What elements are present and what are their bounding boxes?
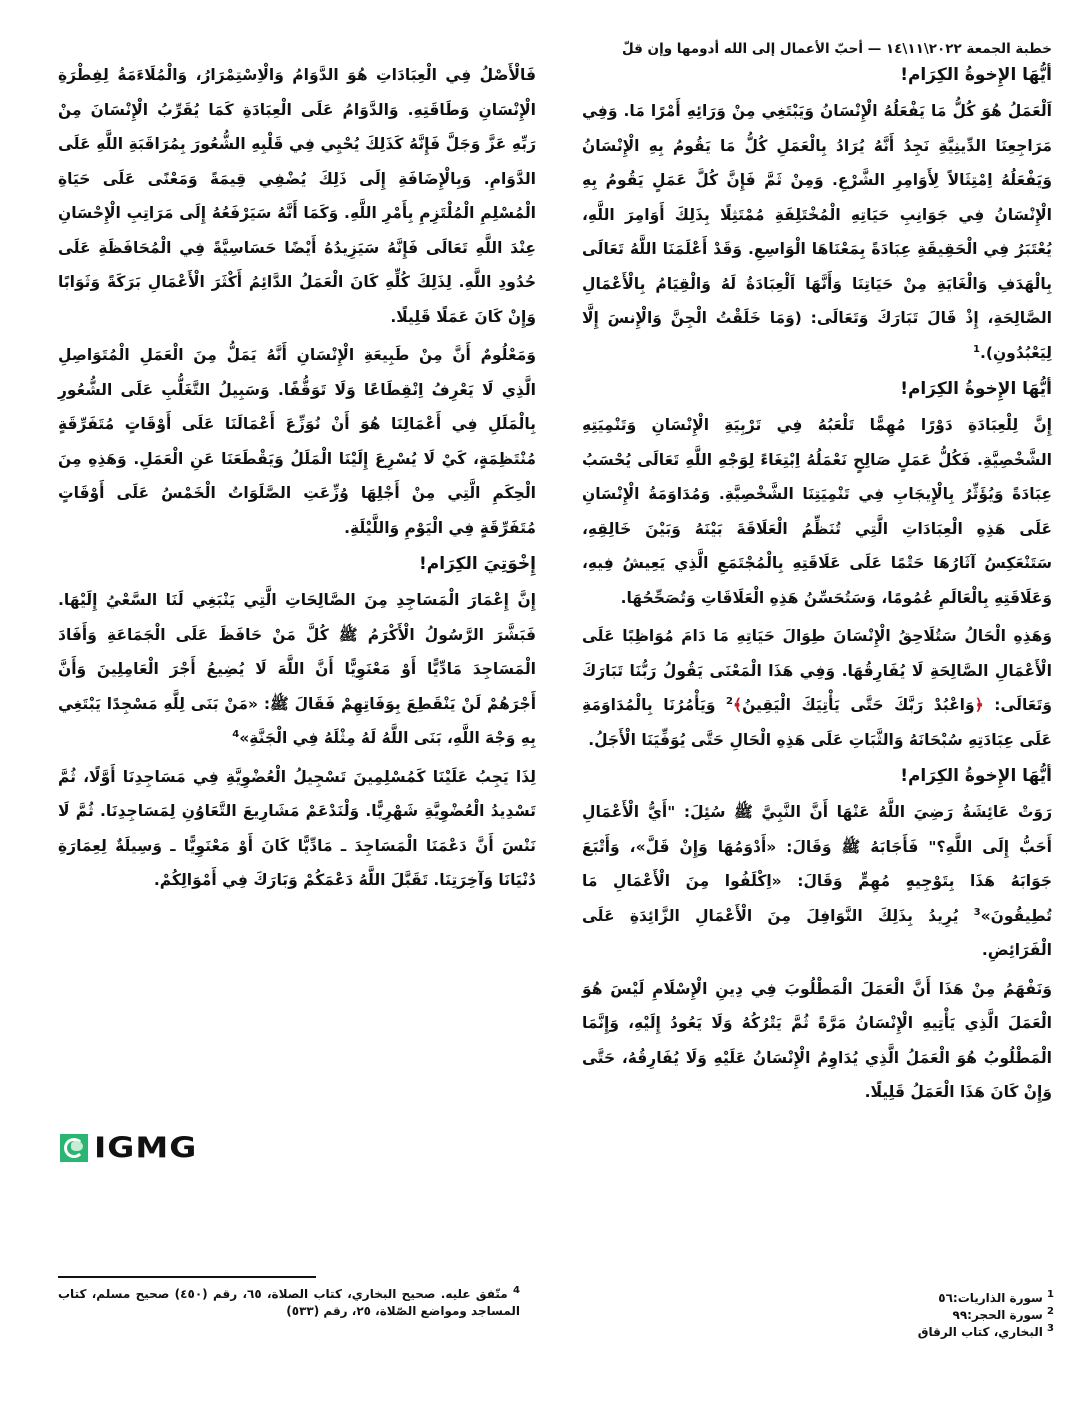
paragraph-text: إِنَّ إِعْمَارَ الْمَسَاجِدِ مِنَ الصَّالِحَاتِ الَّتِي يَنْبَغِي لَنَا السَّعْيُ إِلَيْهَا. فَبَشَّرَ الرَّسُولُ الْأَكْرَمُ ﷺ كُلَّ مَنْ حَافَظَ عَلَى الْجَمَاعَةِ وَأَفَادَ الْمَسَاجِدَ مَادِّيًّا أَوْ مَعْنَوِيًّا أَنَّ اللَّهَ لَا يُضِيعُ أَجْرَ الْعَامِلِينَ وَأَنَّ أَجْرَهُمْ لَنْ يَنْقَطِعَ بِوَفَاتِهِمْ فَقَالَ ﷺ: bbox=[58, 591, 537, 713]
document-header-title: خطبة الجمعة ٢٠٢٢\١١\١٤ — أحبّ الأعمال إلى الله أدومها وإن قلّ bbox=[621, 41, 1052, 57]
paragraph bbox=[582, 94, 1052, 370]
footnote-number: 1 bbox=[1047, 1289, 1054, 1300]
paragraph bbox=[582, 619, 1052, 757]
footnote-text: سورة الحجر:٩٩ bbox=[952, 1308, 1043, 1322]
paragraph: لِذَا يَجِبُ عَلَيْنَا كَمُسْلِمِينَ تَسْجِيلُ الْعُضْوِيَّةِ فِي مَسَاجِدِنَا أَوَّلًا، ثُمَّ تَسْدِيدُ الْعُضْوِيَّةِ شَهْرِيًّا. وَلْنَدْعَمْ مَشَارِيعَ التَّعَاوُنِ لِمَسَاجِدِنَا. ثُمَّ لَا نَنْسَ أَنَّ دَعْمَنَا الْمَسَاجِدَ ـ مَادِّيًّا كَانَ أَوْ مَعْنَوِيًّا ـ وَسِيلَةٌ لِعِمَارَةِ دُنْيَانَا وَآخِرَتِنَا. تَقَبَّلَ اللَّهُ دَعْمَكُمْ وَبَارَكَ فِي أَمْوَالِكُمْ. bbox=[58, 767, 536, 889]
footnote-text: البخاري، كتاب الرقاق bbox=[917, 1325, 1043, 1339]
footnote-number: 2 bbox=[1047, 1306, 1054, 1317]
paragraph-text: رَوَتْ عَائِشَةُ رَضِيَ اللَّهُ عَنْهَا أَنَّ النَّبِيَّ ﷺ سُئِلَ: "أَيُّ الْأَعْمَالِ أَحَبُّ إِلَى اللَّهِ؟" فَأَجَابَهُ ﷺ وَقَالَ: bbox=[582, 803, 1052, 856]
footnote-item bbox=[58, 1286, 520, 1320]
paragraph: وَنَفْهَمُ مِنْ هَذَا أَنَّ الْعَمَلَ الْمَطْلُوبَ فِي دِينِ الْإِسْلَامِ لَيْسَ هُوَ الْعَمَلَ الَّذِي يَأْتِيهِ الْإِنْسَانُ مَرَّةً ثُمَّ يَتْرُكُهُ وَلَا يَعُودُ إِلَيْهِ، وَإِنَّمَا الْمَطْلُوبُ هُوَ الْعَمَلُ الَّذِي يُدَاوِمُ الْإِنْسَانُ عَلَيْهِ وَلَا يُفَارِقُهُ، حَتَّى وَإِنْ كَانَ هَذَا الْعَمَلُ قَلِيلًا. bbox=[582, 979, 1052, 1101]
paragraph-text: وَيَأْمُرُنَا بِالْمُدَاوَمَةِ عَلَى عِبَادَتِهِ سُبْحَانَهُ وَالثَّبَاتِ عَلَى هَذِهِ الْحَالِ حَتَّى يُوَفِّيَنَا الْأَجَلُ. bbox=[582, 696, 1052, 749]
paragraph-text: ، وَأَتْبَعَ جَوَابَهُ هَذَا بِتَوْجِيهٍ مُهِمٍّ وَقَالَ: bbox=[582, 837, 1053, 890]
footnotes-left bbox=[58, 1286, 520, 1320]
paragraph: إِنَّ لِلْعِبَادَةِ دَوْرًا مُهِمًّا تَلْعَبُهُ فِي تَرْبِيَةِ الْإِنْسَانِ وَتَنْمِيَتِهِ الشَّخْصِيَّةِ. فَكُلُّ عَمَلٍ صَالِحٍ نَعْمَلُهُ اِبْتِغَاءً لِوَجْهِ اللَّهِ تَعَالَى يُحْسَبُ عِبَادَةً وَيُؤَثِّرُ بِالْإِيجَابِ فِي تَنْمِيَتِنَا الشَّخْصِيَّةِ. وَمُدَاوَمَةُ الْإِنْسَانِ عَلَى هَذِهِ الْعِبَادَاتِ الَّتِي تُنَظِّمُ الْعَلَاقَةَ بَيْنَهُ وَبَيْنَ خَالِقِهِ، سَتَنْعَكِسُ آثَارُهَا حَتْمًا عَلَى عَلَاقَتِهِ بِالْمُجْتَمَعِ الَّذِي يَعِيشُ فِيهِ، وَعَلَاقَتِهِ بِالْعَالَمِ عُمُومًا، وَسَتُحَسِّنُ هَذِهِ الْعَلَاقَاتِ وَتُصَحِّحُهَا. bbox=[582, 416, 1052, 607]
igmg-logo bbox=[60, 1128, 197, 1167]
footnote-number: 4 bbox=[513, 1285, 520, 1296]
paragraph-text: اَلْعَمَلُ هُوَ كُلُّ مَا يَفْعَلُهُ الْإِنْسَانُ وَيَبْتَغِي مِنْ وَرَائِهِ أَمْرًا مَا. وَفِي مَرَاجِعِنَا الدِّينِيَّةِ نَجِدُ أَنَّهُ يُرَادُ بِالْعَمَلِ كُلُّ مَا يَقُومُ بِهِ الْإِنْسَانُ وَيَفْعَلُهُ اِمْتِثَالاً لِأَوَامِرِ الشَّرْعِ. وَمِنْ ثَمَّ فَإِنَّ كُلَّ عَمَلٍ يَقُومُ بِهِ الْإِنْسَانُ فِي جَوَانِبِ حَيَاتِهِ الْمُخْتَلِفَةِ مُمْتَثِلًا بِذَلِكَ أَوَامِرَ اللَّهِ، يُعْتَبَرُ فِي الْحَقِيقَةِ عِبَادَةً بِمَعْنَاهَا الْوَاسِعِ. وَقَدْ أَعْلَمَنَا اللَّهُ تَعَالَى بِالْهَدَفِ وَالْغَايَةِ مِنْ حَيَاتِنَا وَأَنَّهَا اَلْعِبَادَةُ لَهُ وَالْقِيَامُ بِالْأَعْمَالِ الصَّالِحَةِ، إِذْ قَالَ تَبَارَكَ وَتَعَالَى: bbox=[582, 102, 1052, 327]
section-heading: أيُّهَا الإِخوةُ الكِرَام! bbox=[900, 766, 1052, 786]
paragraph bbox=[58, 583, 536, 756]
section-heading: إِخْوَتِيَ الكِرَام! bbox=[419, 554, 536, 574]
footnote-text: سورة الذاريات:٥٦ bbox=[938, 1291, 1043, 1305]
footnote-item bbox=[804, 1290, 1054, 1307]
hadith-quote: «مَنْ بَنَى لِلَّهِ مَسْجِدًا يَبْتَغِي بِهِ وَجْهَ اللَّهِ، بَنَى اللَّهُ لَهُ مِثْلَهُ فِي الْجَنَّةِ» bbox=[58, 694, 536, 747]
paragraph: فَالْأَصْلُ فِي الْعِبَادَاتِ هُوَ الدَّوَامُ وَالْاِسْتِمْرَارُ، وَالْمُلَاءَمَةُ لِفِطْرَةِ الْإِنْسَانِ وَطَاقَتِهِ. وَالدَّوَامُ عَلَى الْعِبَادَةِ كَمَا يُقَرِّبُ الْإِنْسَانَ مِنْ رَبِّهِ عَزَّ وَجَلَّ فَإِنَّهُ كَذَلِكَ يُحْيِي فِي قَلْبِهِ الشُّعُورَ بِمُرَاقَبَةِ اللَّهِ عَلَى الدَّوَامِ. وَبِالْإِضَافَةِ إِلَى ذَلِكَ يُضْفِي قِيمَةً وَمَعْنًى عَلَى حَيَاةِ الْمُسْلِمِ الْمُلْتَزِمِ بِأَمْرِ اللَّهِ. وَكَمَا أَنَّهُ سَيَرْفَعُهُ إِلَى مَرَاتِبِ الْإِحْسَانِ عِنْدَ اللَّهِ تَعَالَى فَإِنَّهُ سَيَزِيدُهُ أَيْضًا حَسَاسِيَّةً فِي الْمُحَافَظَةِ عَلَى حُدُودِ اللَّهِ. لِذَلِكَ كُلِّهِ كَانَ الْعَمَلُ الدَّائِمُ أَكْثَرَ الْأَعْمَالِ بَرَكَةً وَثَوَابًا وَإِنْ كَانَ عَمَلًا قَلِيلًا. bbox=[58, 66, 536, 326]
section-heading: أيُّهَا الإِخوةُ الكِرَام! bbox=[900, 65, 1052, 85]
crescent-europe-icon bbox=[60, 1134, 88, 1162]
logo-text: IGMG bbox=[94, 1130, 198, 1165]
footnote-text: متّفق عليه. صحيح البخاري، كتاب الصلاة، ٦٥، رقم (٤٥٠) صحيح مسلم، كتاب المساجد ومواضع الصّلاة، ٢٥، رقم (٥٣٣) bbox=[58, 1287, 520, 1318]
paragraph-text: وَهَذِهِ الْحَالُ سَتُلَاحِقُ الْإِنْسَانَ طِوَالَ حَيَاتِهِ مَا دَامَ مُوَاظِبًا عَلَى الْأَعْمَالِ الصَّالِحَةِ لَا يُفَارِقُهَا. وَفِي هَذَا الْمَعْنَى يَقُولُ رَبُّنَا تَبَارَكَ وَتَعَالَى: bbox=[582, 627, 1053, 714]
quran-quote: (وَمَا خَلَقْتُ الْجِنَّ وَالْإِنسَ إِلَّا لِيَعْبُدُونِ). bbox=[582, 309, 1052, 362]
footnote-ref[interactable]: 2 bbox=[726, 695, 733, 707]
footnote-ref[interactable]: 4 bbox=[232, 728, 240, 740]
quote-open-bracket: ﴿ bbox=[974, 696, 984, 714]
left-column bbox=[58, 58, 536, 902]
hadith-quote: «اِكْلَفُوا مِنَ الْأَعْمَالِ مَا تُطِيقُونَ» bbox=[582, 872, 1052, 925]
footnote-number: 3 bbox=[1047, 1323, 1054, 1334]
footnote-item bbox=[804, 1307, 1054, 1324]
hadith-quote: «أَدْوَمُهَا وَإِنْ قَلَّ» bbox=[635, 837, 777, 856]
paragraph-text: يُرِيدُ بِذَلِكَ النَّوَافِلَ مِنَ الْأَعْمَالِ الزَّائِدَةِ عَلَى الْفَرَائِضِ. bbox=[582, 906, 1052, 959]
right-column bbox=[582, 40, 1052, 1114]
section-heading: أيُّهَا الإِخوةُ الكِرَام! bbox=[900, 379, 1052, 399]
quran-quote: وَاعْبُدْ رَبَّكَ حَتَّى يَأْتِيَكَ الْيَقِينُ bbox=[742, 696, 975, 714]
footnote-ref[interactable]: 3 bbox=[973, 906, 981, 918]
paragraph: وَمَعْلُومٌ أَنَّ مِنْ طَبِيعَةِ الْإِنْسَانِ أَنَّهُ يَمَلُّ مِنَ الْعَمَلِ الْمُتَوَاصِلِ الَّذِي لَا يَعْرِفُ اِنْقِطَاعًا وَلَا تَوَقُّفًا. وَسَبِيلُ التَّغَلُّبِ عَلَى الشُّعُورِ بِالْمَلَلِ فِي أَعْمَالِنَا هُوَ أَنْ نُوَزِّعَ أَعْمَالَنَا عَلَى أَوْقَاتٍ مُتَفَرِّقَةٍ مُنْتَظِمَةٍ، كَيْ لَا يُسْرِعَ إِلَيْنَا الْمَلَلُ وَيَقْطَعَنَا عَنِ الْعَمَلِ. وَهَذِهِ مِنَ الْحِكَمِ الَّتِي مِنْ أَجْلِهَا وُزِّعَتِ الصَّلَوَاتُ الْخَمْسُ عَلَى أَوْقَاتٍ مُتَفَرِّقَةٍ فِي الْيَوْمِ وَاللَّيْلَةِ. bbox=[58, 346, 536, 537]
footnotes-right bbox=[804, 1290, 1054, 1341]
quote-close-bracket: ﴾ bbox=[733, 696, 743, 714]
footnote-ref[interactable]: 1 bbox=[973, 343, 980, 355]
footnote-divider bbox=[58, 1276, 316, 1278]
paragraph bbox=[582, 795, 1052, 968]
footnote-item bbox=[804, 1324, 1054, 1341]
